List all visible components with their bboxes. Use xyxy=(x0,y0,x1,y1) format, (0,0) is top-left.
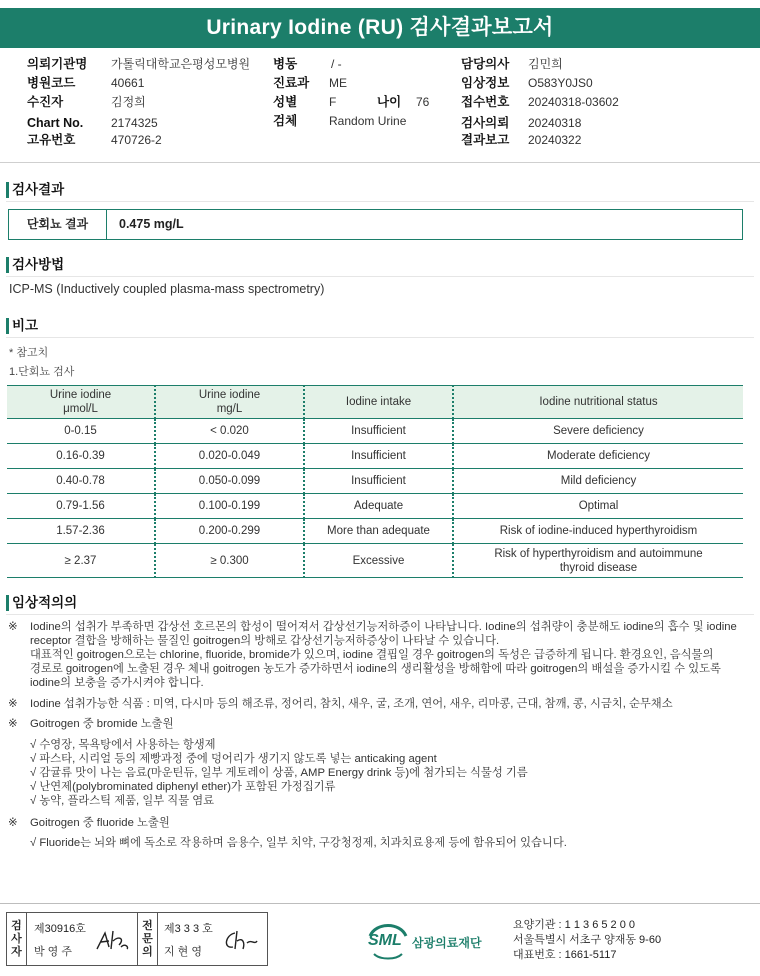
cell-status: Mild deficiency xyxy=(453,469,743,494)
specialist-label: 전 문 의 xyxy=(138,913,158,965)
section-heading-remarks: 비고 xyxy=(6,316,38,336)
info-label: 접수번호 xyxy=(461,95,510,109)
section-heading-method: 검사방법 xyxy=(6,255,64,275)
clinical-text: Iodine 섭취가능한 식품 : 미역, 다시마 등의 해조류, 정어리, 참치, 새우, 굴, 조개, 연어, 새우, 리마콩, 근대, 참깨, 콩, 시금치, 순무채소 xyxy=(30,698,673,710)
info-value: 20240318 xyxy=(528,116,582,130)
section-heading-clinical: 임상적의의 xyxy=(6,593,77,613)
cell-status: Severe deficiency xyxy=(453,419,743,444)
info-label: Chart No. xyxy=(27,116,84,130)
cell-mg: 0.050-0.099 xyxy=(155,469,304,494)
clinical-text: 대표적인 goitrogen으로는 chlorine, fluoride, bromide가 있으며, iodine 결핍일 경우 goitrogen의 독성은 급증하게 됩니다. 환경요인, 음식물의 xyxy=(30,649,714,661)
logo-text: SML xyxy=(368,932,402,949)
specialist-name: 지 현 영 xyxy=(164,946,202,958)
result-label: 단회뇨 결과 xyxy=(9,210,107,239)
cell-mg: 0.100-0.199 xyxy=(155,494,304,519)
info-value: 김정희 xyxy=(111,95,146,109)
clinical-text: Goitrogen 중 bromide 노출원 xyxy=(30,718,174,730)
report-title: Urinary Iodine (RU) 검사결과보고서 xyxy=(0,8,760,48)
column-header: Iodine intake xyxy=(304,386,453,419)
info-value: 20240322 xyxy=(528,133,582,147)
info-label: 결과보고 xyxy=(461,133,510,147)
table-row xyxy=(7,419,743,444)
info-value: 김민희 xyxy=(528,57,563,71)
result-value: 0.475 mg/L xyxy=(119,217,184,231)
cell-mg: < 0.020 xyxy=(155,419,304,444)
info-label: 고유번호 xyxy=(27,133,76,147)
cell-mg: 0.020-0.049 xyxy=(155,444,304,469)
info-value: F xyxy=(329,95,337,109)
info-label: 임상정보 xyxy=(461,76,510,90)
cell-umol: 0.16-0.39 xyxy=(7,444,155,469)
cell-intake: Excessive xyxy=(304,544,453,578)
specialist-signature-icon xyxy=(221,927,261,955)
divider xyxy=(6,276,754,277)
clinical-text: Iodine의 섭취가 부족하면 갑상선 호르몬의 합성이 떨어져서 갑상선기능저하증이 나타납니다. Iodine의 섭취량이 충분해도 iodine의 흡수 및 iodine xyxy=(30,621,737,633)
info-value: 470726-2 xyxy=(111,133,162,147)
divider xyxy=(0,903,760,904)
age-label: 나이 xyxy=(377,95,402,109)
clinical-text: receptor 결합을 방해하는 물질인 goitrogen의 방해로 갑상선기능저하증상이 나타날 수 있습니다. xyxy=(30,635,500,647)
org-line: 대표번호 : 1661-5117 xyxy=(513,949,617,961)
info-label: 검체 xyxy=(273,114,298,128)
cell-status: Risk of iodine-induced hyperthyroidism xyxy=(453,519,743,544)
org-name: 삼광의료재단 xyxy=(412,936,482,950)
fluoride-item: √ Fluoride는 뇌와 뼈에 독소로 작용하며 음용수, 일부 치약, 구강청정제, 치과치료용제 등에 함유되어 있습니다. xyxy=(30,837,567,849)
column-header: Urine iodine mg/L xyxy=(155,386,304,419)
info-label: 검사의뢰 xyxy=(461,116,510,130)
bromide-item: √ 파스타, 시리얼 등의 제빵과정 중에 덩어리가 생기지 않도록 넣는 anticaking agent xyxy=(30,753,437,765)
cell-status: Optimal xyxy=(453,494,743,519)
table-row xyxy=(7,494,743,519)
cell-status: Moderate deficiency xyxy=(453,444,743,469)
cell-umol: 0.40-0.78 xyxy=(7,469,155,494)
info-value: Random Urine xyxy=(329,114,407,128)
org-line: 요양기관 : 1 1 3 6 5 2 0 0 xyxy=(513,919,636,931)
bromide-item: √ 난연제(polybrominated diphenyl ether)가 포함된 가정집기류 xyxy=(30,781,336,793)
info-label: 수진자 xyxy=(27,95,64,109)
cell-umol: ≥ 2.37 xyxy=(7,544,155,578)
info-value: / - xyxy=(331,57,342,71)
inspector-name: 박 영 주 xyxy=(34,946,72,958)
clinical-text: Goitrogen 중 fluoride 노출원 xyxy=(30,817,170,829)
patient-info xyxy=(27,56,727,152)
remarks-line: * 참고치 xyxy=(9,347,49,359)
info-label: 병원코드 xyxy=(27,76,76,90)
clinical-text: 경로로 goitrogen에 노출된 경우 체내 goitrogen 농도가 증가하면서 iodine의 생리활성을 방해함에 따라 goitrogen의 배설을 증가시킬 수 있도록 xyxy=(30,663,721,675)
divider xyxy=(0,162,760,163)
info-value: ME xyxy=(329,76,347,90)
info-label: 병동 xyxy=(273,57,298,71)
remarks-line: 1.단회뇨 검사 xyxy=(9,366,75,378)
cell-mg: ≥ 0.300 xyxy=(155,544,304,578)
bromide-item: √ 농약, 플라스틱 제품, 일부 직물 염료 xyxy=(30,795,215,807)
info-value: 20240318-03602 xyxy=(528,95,619,109)
inspector-number: 제30916호 xyxy=(34,923,86,935)
column-header: Urine iodine μmol/L xyxy=(7,386,155,419)
info-label: 진료과 xyxy=(273,76,310,90)
cell-status: Risk of hyperthyroidism and autoimmune thyroid disease xyxy=(453,544,743,578)
age-value: 76 xyxy=(416,95,430,109)
info-value: 가톨릭대학교은평성모병원 xyxy=(111,57,251,71)
table-header-row xyxy=(7,386,743,419)
info-label: 담당의사 xyxy=(461,57,510,71)
cell-umol: 0.79-1.56 xyxy=(7,494,155,519)
info-label: 의뢰기관명 xyxy=(27,57,88,71)
bromide-item: √ 감귤류 맛이 나는 음료(마운틴듀, 일부 게토레이 상품, AMP Energy drink 등)에 첨가되는 식물성 기름 xyxy=(30,767,528,779)
bromide-item: √ 수영장, 목욕탕에서 사용하는 항생제 xyxy=(30,739,216,751)
org-logo xyxy=(366,920,496,960)
result-box xyxy=(8,209,743,240)
org-line: 서울특별시 서초구 양재동 9-60 xyxy=(513,934,662,946)
cell-intake: Insufficient xyxy=(304,469,453,494)
clinical-text: iodine의 보충을 증가시켜야 합니다. xyxy=(30,677,204,689)
info-value: 2174325 xyxy=(111,116,158,130)
inspector-signature-icon xyxy=(93,925,133,955)
cell-mg: 0.200-0.299 xyxy=(155,519,304,544)
bullet-marker: ※ xyxy=(8,718,18,730)
bullet-marker: ※ xyxy=(8,817,18,829)
signature-box xyxy=(6,912,268,966)
cell-umol: 1.57-2.36 xyxy=(7,519,155,544)
bullet-marker: ※ xyxy=(8,621,18,633)
info-value: 40661 xyxy=(111,76,145,90)
table-row xyxy=(7,544,743,578)
bullet-marker: ※ xyxy=(8,698,18,710)
cell-intake: Adequate xyxy=(304,494,453,519)
divider xyxy=(6,337,754,338)
cell-umol: 0-0.15 xyxy=(7,419,155,444)
method-text: ICP-MS (Inductively coupled plasma-mass spectrometry) xyxy=(9,282,325,296)
table-row xyxy=(7,469,743,494)
info-label: 성별 xyxy=(273,95,298,109)
table-row xyxy=(7,519,743,544)
cell-intake: More than adequate xyxy=(304,519,453,544)
divider xyxy=(6,201,754,202)
cell-intake: Insufficient xyxy=(304,444,453,469)
reference-table xyxy=(7,385,743,578)
specialist-number: 제3 3 3 호 xyxy=(164,923,213,935)
org-info xyxy=(513,918,661,963)
cell-intake: Insufficient xyxy=(304,419,453,444)
inspector-label: 검 사 자 xyxy=(7,913,27,965)
divider xyxy=(6,614,754,615)
column-header: Iodine nutritional status xyxy=(453,386,743,419)
info-value: O583Y0JS0 xyxy=(528,76,593,90)
table-row xyxy=(7,444,743,469)
section-heading-result: 검사결과 xyxy=(6,180,64,200)
